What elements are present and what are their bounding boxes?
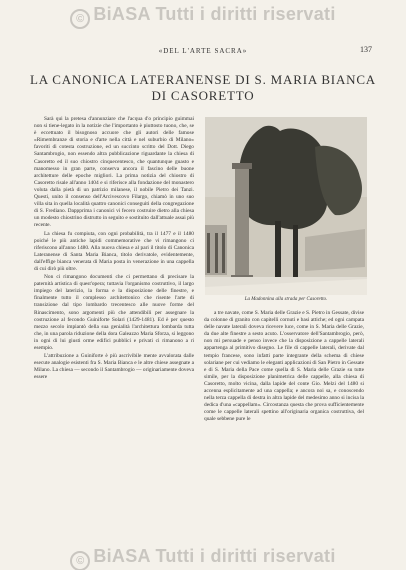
photo-illustration: [205, 117, 367, 295]
watermark-top: [0, 4, 406, 29]
paragraph: a tre navate, come S. Maria delle Grazie e S. Pietro in Gessate, divise da colonne di granito con capitelli cornuti e basi attiche; ed ogni campata delle navate laterali doveva ricevere luce, come in S. Maria delle Grazie, da due alte finestre a sesto acuto. L'osservatore dell'Santambrogio, però, non mi persuade e penso invece che la disposizione a cappelle laterali appartenga al primitivo disegno. Le file di cappelle laterali, derivate dal tempio francese, sono infatti parte integrante della schema di chiese solariane per cui vediamo le eleganti applicazioni di San Pietro in Gessate e di S. Maria della Pace come quella di S. Maria delle Grazie su tutte simile, per la disposizione planimetrica delle cappelle, alla chiesa di Casoretto, molto vicina, dalla lapide del conte Gio. Melzi del 1480 si accenna esplicitamente ad una cappella; e ancora noi sa, e conoscendo nella terza cappella di destra in altra lapide del medesimo anno si incisa la dedica d'una «cappellam». Circostanza questa che prova sufficientemente come le cappelle laterali spettino all'originaria organica costruttiva, del quale sebbene pure le: [204, 310, 364, 423]
watermark-bottom-text: BiASA Tutti i diritti riservati: [93, 546, 336, 566]
paragraph: La chiesa fu compiuta, con ogni probabilità, tra il 1477 e il 1480 poiché le più antiche lapidi commemorative che vi rimangono ci riferiscono all'anno 1480. Alla nuova chiesa e al pari il titolo di Canonica Lateranense di Santa Maria Bianca, titolo derivatole, evidentemente, dall'effige bianca venerata di Maria posta in venerazione in una cappella di cui dirò più oltre.: [34, 230, 194, 272]
paragraph: L'attribuzione a Guiniforte è più ascrivibile mente avvalorata dalle esecute analogie esistenti fra S. Maria Bianca e le altre chiese assegnate a Milano. La chiesa — secondo il Santambrogio — originariamente doveva essere: [34, 353, 194, 381]
page-number: 137: [360, 45, 372, 54]
left-column: [34, 116, 194, 528]
watermark-top-text: BiASA Tutti i diritti riservati: [93, 4, 336, 24]
paragraph: Sarà qui la pretesa d'annunziare che l'acqua d'o principio guimmai non si tiene-legato in la notizie che l'importanto è piuttosto tuono, che, se è eccettuato il bisognoso accuore che gli autori delle famose «Rimembranze di storia e d'arte nella città e nel suburbio di Milano» favoriti di cotesta costruzione, ed un succinto scritto del Dott. Diego Santambrogio, non essendo altra pubblicazione riguardante la chiesa di Casoretto ed il suo chiostro cinquecentesco, che quantunque guasto e manomesso in gran parte, conserva ancora il fascino delle buone architetture delle epoche migliori. La prima notizia del chiostro di Casoretto risale all'anno 1404 e si riferisce alla fondazione del monastero voluta dalla pietà di un patrizio milanese, il nobile Pietro dei Tanzi. Questi, unito il consenso dell'Arcivescovo Filargo, chiamò in uno suo villa sita in quella località quattro canonici conseguiti della congregazione di S. Frediano. Dappprima i canonici vi fecero costruire dietro alla chiesa un modesto chiostrino distrutto in seguito e sostituito dall'attuale assai più recente.: [34, 116, 194, 229]
figure-caption: La Madonnina alla strada per Casoretto.: [244, 297, 328, 302]
article-title: [30, 72, 376, 104]
right-column: [204, 310, 364, 528]
paragraph: Non ci rimangono documenti che ci permettano di precisare la paternità artistica di quest'opera; tuttavia l'organismo costruttivo, il largo impiego del laterizio, la forma e la disposizione delle finestre, e finalmente tutto il complesso architettonico che risente l'arte di transizione dal tipo lombardo trecentesco alle nuove forme del Rinascimento, sono argomenti più che attendibili per assegnare la costruzione al fecondo Guiniforte Solari (1429-1481). Ed è per questo mezzo secolo impiantò della sua genialità l'architettura lombarda tutta che, in una parola riduzione della dora Galeazzo Maria Sforza, si leggono in ogni di lui giusti orme edifici pubblici e privati ci rimanono a ri esempio.: [34, 274, 194, 351]
madonnina-photo: [205, 117, 367, 295]
biasa-logo-icon: ©: [70, 9, 90, 29]
watermark-bottom: [0, 546, 406, 570]
running-title: «DEL L'ARTE SACRA»: [158, 47, 248, 55]
biasa-logo-icon: ©: [70, 551, 90, 570]
article-title-line2: DI CASORETTO: [151, 88, 255, 103]
article-title-line1: LA CANONICA LATERANENSE DI S. MARIA BIANCA: [30, 72, 376, 87]
